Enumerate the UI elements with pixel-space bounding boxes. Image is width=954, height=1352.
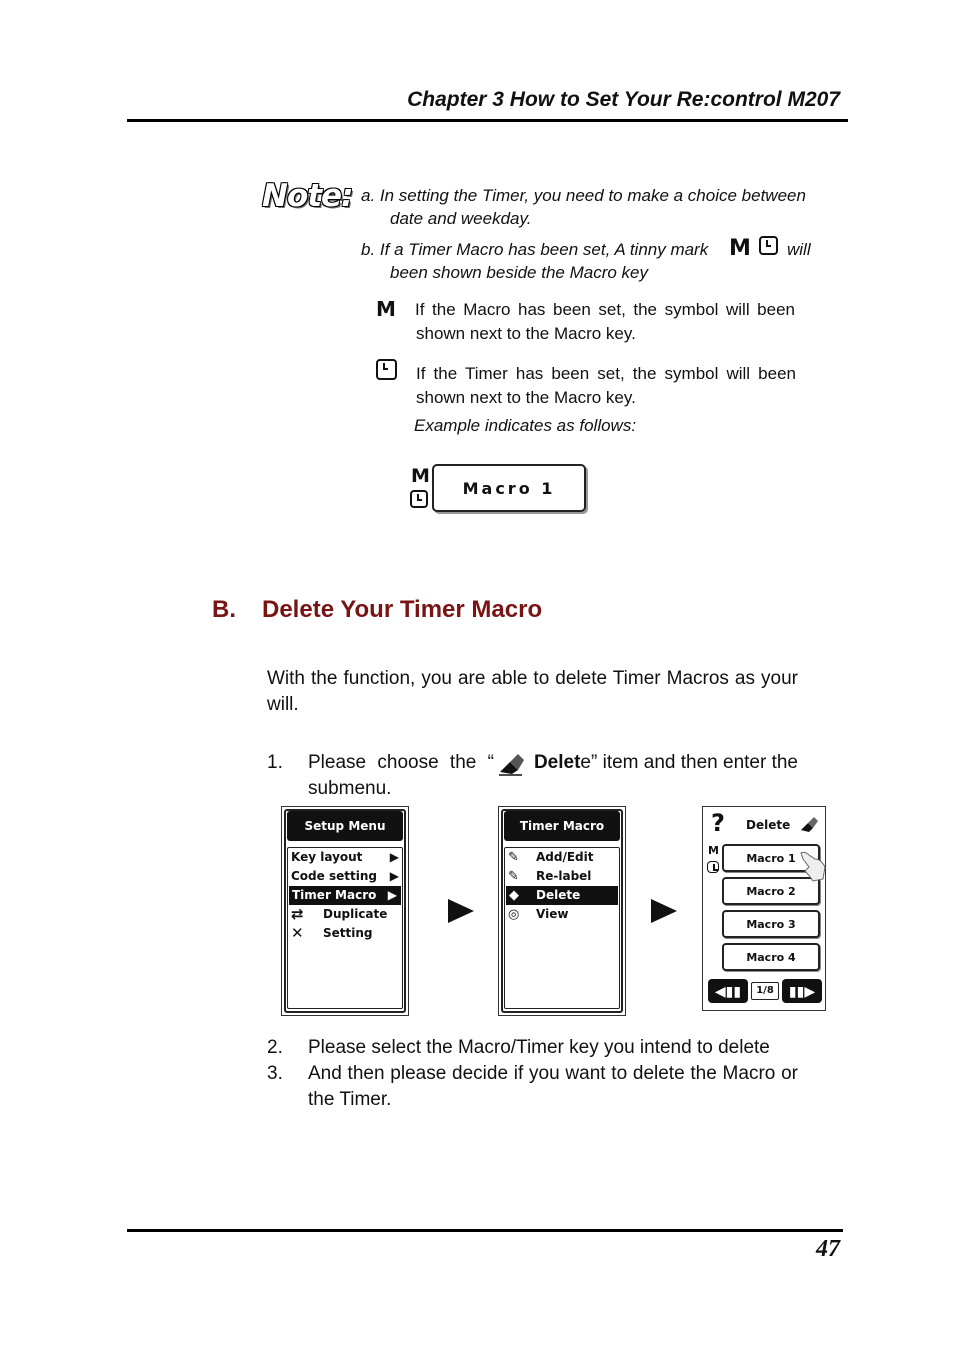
- timer-macro-title: Timer Macro: [504, 811, 620, 841]
- intro-line2: will.: [267, 694, 299, 715]
- timer-mark-icon: [759, 236, 778, 255]
- timer-set-icon: [376, 359, 397, 380]
- delete-screen-title: Delete: [746, 818, 791, 832]
- note-b-line1-pre: b. If a Timer Macro has been set, A tinny mark: [361, 240, 709, 259]
- page-number: 47: [816, 1236, 840, 1262]
- step1-line2: submenu.: [308, 778, 392, 799]
- menu-item-view[interactable]: ◎ View: [508, 907, 569, 922]
- arrow-left-icon: ◀▮▮: [714, 983, 742, 999]
- footer-rule: [127, 1229, 843, 1232]
- timer-macro-screen: [498, 806, 626, 1016]
- step3-number: 3.: [267, 1063, 283, 1084]
- macro-3-button[interactable]: Macro 3: [722, 910, 820, 938]
- view-icon: ◎: [508, 907, 520, 922]
- menu-item-setting[interactable]: ✕ Setting: [291, 924, 373, 942]
- delete-eraser-icon: [496, 750, 526, 776]
- note-m-line1: If the Macro has been set, the symbol will been: [415, 300, 795, 319]
- step1-text: Please choose the “ Delet e” item and then enter the: [308, 750, 798, 776]
- menu-item-timer-macro[interactable]: Timer Macro ▶: [289, 886, 401, 905]
- timer-mark-icon: [707, 858, 719, 876]
- intro-line1: With the function, you are able to delete Timer Macros as your: [267, 668, 798, 689]
- next-page-button[interactable]: [782, 979, 822, 1003]
- note-logo: Note:: [262, 178, 353, 214]
- relabel-icon: ✎: [508, 869, 519, 884]
- setup-menu-title: Setup Menu: [287, 811, 403, 841]
- example-timer-mark-icon: [410, 490, 428, 508]
- section-title: B. Delete Your Timer Macro: [212, 596, 543, 623]
- note-b-line1-post: will: [787, 240, 811, 259]
- menu-item-delete[interactable]: ◆ Delete: [506, 886, 618, 905]
- arrow-right-icon: ▮▮▶: [788, 983, 816, 999]
- step2-number: 2.: [267, 1037, 283, 1058]
- arrow-right-icon: ▶: [387, 888, 397, 902]
- header-rule: [127, 119, 848, 122]
- duplicate-icon: ⇄: [291, 905, 304, 923]
- step3-line2: the Timer.: [308, 1089, 392, 1110]
- page-indicator: 1/8: [751, 982, 779, 1000]
- macro-1-button[interactable]: Macro 1: [722, 844, 820, 872]
- arrow-right-icon: ▶: [389, 869, 399, 883]
- flow-arrow-icon: [651, 899, 677, 923]
- step2-text: Please select the Macro/Timer key you intend to delete: [308, 1037, 770, 1058]
- delete-screen: [702, 806, 826, 1011]
- macro-2-button[interactable]: Macro 2: [722, 877, 820, 905]
- chapter-header: Chapter 3 How to Set Your Re:control M207: [407, 88, 840, 111]
- prev-page-button[interactable]: [708, 979, 748, 1003]
- add-edit-icon: ✎: [508, 850, 519, 865]
- hand-pointer-icon: [799, 847, 827, 883]
- note-example: Example indicates as follows:: [414, 416, 637, 435]
- eraser-icon: [799, 815, 819, 835]
- menu-item-add-edit[interactable]: ✎ Add/Edit: [508, 850, 594, 865]
- menu-item-code-setting[interactable]: Code setting ▶: [291, 867, 401, 886]
- tools-icon: ✕: [291, 924, 304, 942]
- setup-menu-screen: [281, 806, 409, 1016]
- step3-line1: And then please decide if you want to delete the Macro or: [308, 1063, 798, 1084]
- note-t-line2: shown next to the Macro key.: [416, 388, 636, 407]
- macro-4-button[interactable]: Macro 4: [722, 943, 820, 971]
- note-a-line1: a. In setting the Timer, you need to make a choice between: [361, 186, 806, 205]
- help-icon[interactable]: ?: [711, 809, 725, 837]
- macro-set-icon: M: [376, 297, 396, 321]
- macro-mark-icon: M: [708, 844, 719, 857]
- note-t-line1: If the Timer has been set, the symbol will been: [416, 364, 796, 383]
- note-m-line2: shown next to the Macro key.: [416, 324, 636, 343]
- delete-icon: ◆: [509, 888, 519, 903]
- flow-arrow-icon: [448, 899, 474, 923]
- menu-item-key-layout[interactable]: Key layout ▶: [291, 848, 401, 867]
- note-b-line2: been shown beside the Macro key: [390, 263, 648, 282]
- arrow-right-icon: ▶: [389, 850, 399, 864]
- example-macro-button: Macro 1: [432, 464, 586, 512]
- menu-item-duplicate[interactable]: ⇄ Duplicate: [291, 905, 388, 923]
- example-macro-mark-icon: M: [411, 465, 430, 487]
- menu-item-re-label[interactable]: ✎ Re-label: [508, 869, 592, 884]
- note-a-line2: date and weekday.: [390, 209, 532, 228]
- macro-mark-icon: M: [729, 236, 751, 261]
- step1-number: 1.: [267, 752, 283, 773]
